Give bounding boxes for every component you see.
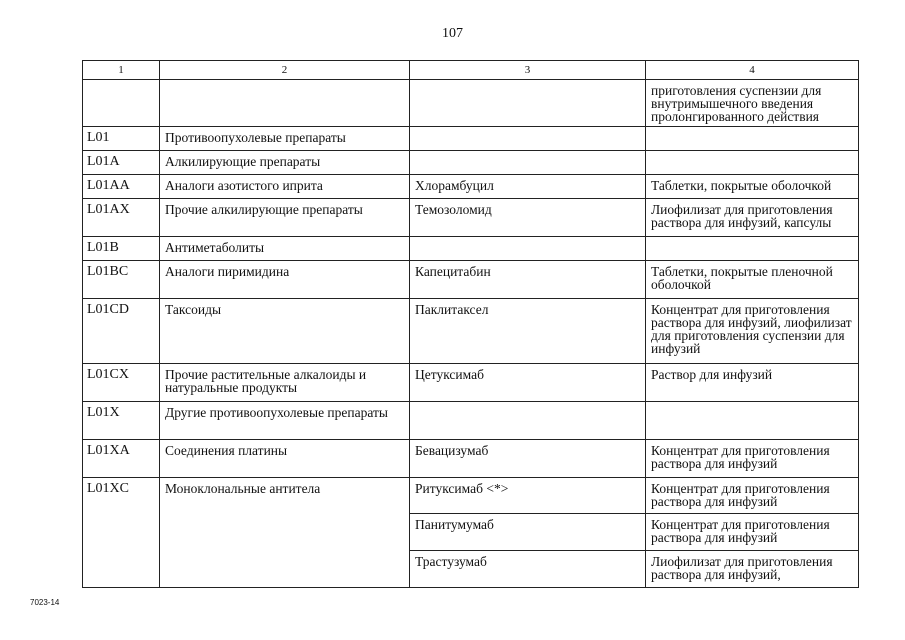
column-header-4: 4	[646, 61, 859, 80]
atc-code-cell: L01AX	[83, 199, 160, 237]
footer-document-code: 7023-14	[30, 598, 60, 607]
drug-name-cell: Паклитаксел	[410, 299, 646, 364]
atc-code-cell: L01CD	[83, 299, 160, 364]
dosage-form-cell	[646, 402, 859, 440]
group-name-cell: Соединения платины	[160, 440, 410, 478]
drug-name-cell	[410, 402, 646, 440]
group-name-cell	[160, 80, 410, 127]
group-name-cell: Прочие растительные алкалоиды и натуральные продукты	[160, 364, 410, 402]
table-row	[83, 151, 859, 175]
group-name-cell: Моноклональные антитела	[160, 478, 410, 588]
dosage-form-cell: Концентрат для приготовления раствора для инфузий	[646, 478, 859, 514]
atc-code-cell: L01X	[83, 402, 160, 440]
column-header-1: 1	[83, 61, 160, 80]
page-number: 107	[442, 26, 463, 41]
atc-code-cell: L01CX	[83, 364, 160, 402]
table-row	[83, 80, 859, 127]
drug-name-cell: Трастузумаб	[410, 551, 646, 588]
drug-name-cell: Бевацизумаб	[410, 440, 646, 478]
group-name-cell: Антиметаболиты	[160, 237, 410, 261]
drug-name-cell: Панитумумаб	[410, 514, 646, 551]
header-row	[83, 61, 859, 80]
atc-code-cell: L01A	[83, 151, 160, 175]
table-row	[83, 299, 859, 364]
drug-name-cell: Хлорамбуцил	[410, 175, 646, 199]
dosage-form-cell: Концентрат для приготовления раствора для инфузий	[646, 440, 859, 478]
drug-name-cell: Капецитабин	[410, 261, 646, 299]
table-row	[83, 440, 859, 478]
group-name-cell: Другие противоопухолевые препараты	[160, 402, 410, 440]
atc-code-cell: L01XA	[83, 440, 160, 478]
dosage-form-cell: Таблетки, покрытые пленочной оболочкой	[646, 261, 859, 299]
group-name-cell: Таксоиды	[160, 299, 410, 364]
table-row	[83, 402, 859, 440]
dosage-form-cell: приготовления суспензии для внутримышечного введения пролонгированного действия	[646, 80, 859, 127]
drug-name-cell	[410, 237, 646, 261]
atc-code-cell: L01XC	[83, 478, 160, 588]
group-name-cell: Аналоги азотистого иприта	[160, 175, 410, 199]
dosage-form-cell: Лиофилизат для приготовления раствора для инфузий, капсулы	[646, 199, 859, 237]
column-header-3: 3	[410, 61, 646, 80]
drug-name-cell	[410, 151, 646, 175]
drug-name-cell: Цетуксимаб	[410, 364, 646, 402]
group-name-cell: Алкилирующие препараты	[160, 151, 410, 175]
dosage-form-cell	[646, 127, 859, 151]
group-name-cell: Противоопухолевые препараты	[160, 127, 410, 151]
atc-code-cell: L01B	[83, 237, 160, 261]
dosage-form-cell: Концентрат для приготовления раствора для инфузий	[646, 514, 859, 551]
dosage-form-cell: Лиофилизат для приготовления раствора для инфузий,	[646, 551, 859, 588]
drug-name-cell	[410, 80, 646, 127]
atc-code-cell: L01AA	[83, 175, 160, 199]
table-row	[83, 199, 859, 237]
table-row	[83, 127, 859, 151]
atc-code-cell: L01BC	[83, 261, 160, 299]
dosage-form-cell: Концентрат для приготовления раствора для инфузий, лиофилизат для приготовления суспензии для инфузий	[646, 299, 859, 364]
drug-table	[82, 60, 859, 588]
group-name-cell: Аналоги пиримидина	[160, 261, 410, 299]
table-row	[83, 478, 859, 514]
table-row	[83, 364, 859, 402]
dosage-form-cell	[646, 237, 859, 261]
dosage-form-cell: Таблетки, покрытые оболочкой	[646, 175, 859, 199]
column-header-2: 2	[160, 61, 410, 80]
table-row	[83, 261, 859, 299]
dosage-form-cell: Раствор для инфузий	[646, 364, 859, 402]
atc-code-cell: L01	[83, 127, 160, 151]
drug-name-cell: Темозоломид	[410, 199, 646, 237]
drug-name-cell: Ритуксимаб <*>	[410, 478, 646, 514]
table-row	[83, 237, 859, 261]
group-name-cell: Прочие алкилирующие препараты	[160, 199, 410, 237]
dosage-form-cell	[646, 151, 859, 175]
drug-name-cell	[410, 127, 646, 151]
table-row	[83, 175, 859, 199]
atc-code-cell	[83, 80, 160, 127]
